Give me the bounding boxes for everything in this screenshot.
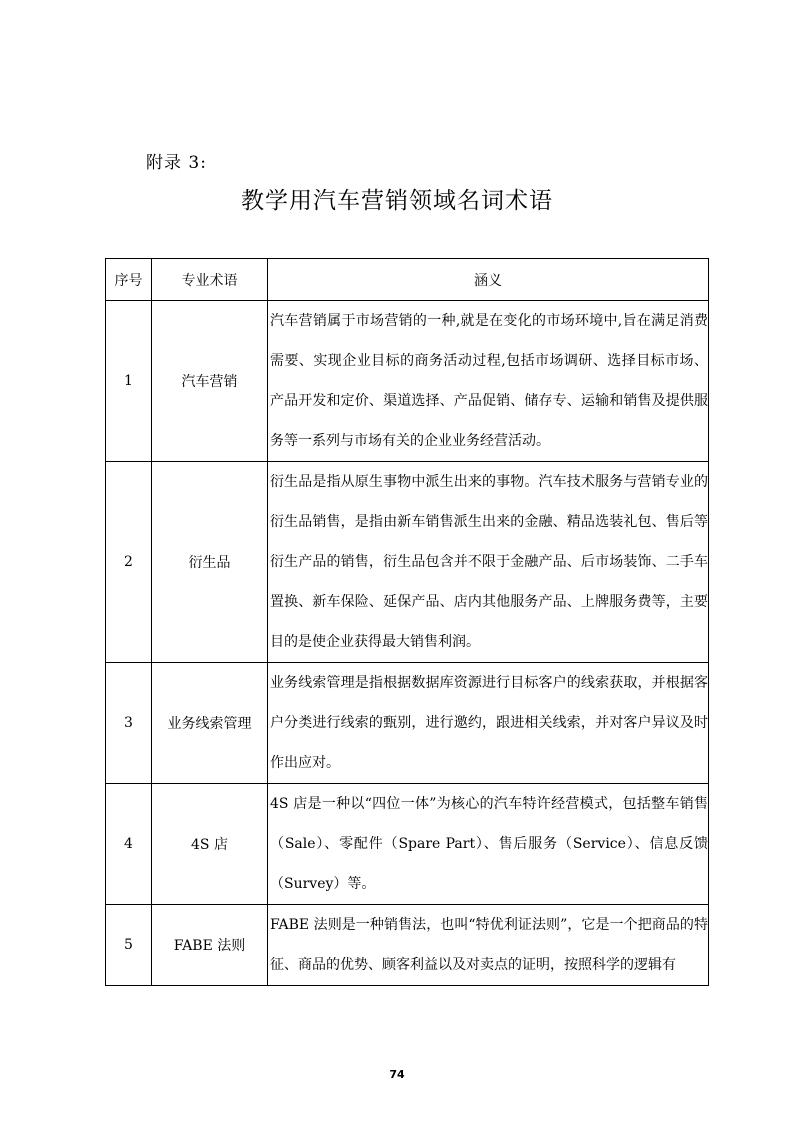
table-row: [106, 905, 709, 986]
row-term: 汽车营销: [152, 301, 268, 462]
row-term: 4S 店: [152, 784, 268, 905]
row-term: 业务线索管理: [152, 663, 268, 784]
row-number: 1: [106, 301, 152, 462]
table-row: [106, 301, 709, 462]
table-row: [106, 462, 709, 663]
row-number: 5: [106, 905, 152, 986]
row-definition: FABE 法则是一种销售法，也叫“特优利证法则”，它是一个把商品的特征、商品的优势、顾客利益以及对卖点的证明，按照科学的逻辑有: [268, 905, 709, 986]
table-row: [106, 784, 709, 905]
row-number: 4: [106, 784, 152, 905]
row-term: 衍生品: [152, 462, 268, 663]
row-definition: 衍生品是指从原生事物中派生出来的事物。汽车技术服务与营销专业的衍生品销售，是指由新车销售派生出来的金融、精品选装礼包、售后等衍生产品的销售，衍生品包含并不限于金融产品、后市场装饰、二手车置换、新车保险、延保产品、店内其他服务产品、上牌服务费等，主要目的是使企业获得最大销售利润。: [268, 462, 709, 663]
appendix-label: 附录 3:: [146, 153, 207, 173]
row-definition: 业务线索管理是指根据数据库资源进行目标客户的线索获取，并根据客户分类进行线索的甄别，进行邀约，跟进相关线索，并对客户异议及时作出应对。: [268, 663, 709, 784]
page-number: 74: [389, 1068, 405, 1081]
row-definition: 汽车营销属于市场营销的一种,就是在变化的市场环境中,旨在满足消费需要、实现企业目标的商务活动过程,包括市场调研、选择目标市场、产品开发和定价、渠道选择、产品促销、储存专、运输和销售及提供服务等一系列与市场有关的企业业务经营活动。: [268, 301, 709, 462]
row-definition: 4S 店是一种以“四位一体”为核心的汽车特许经营模式，包括整车销售（Sale）、零配件（Spare Part）、售后服务（Service）、信息反馈（Survey）等。: [268, 784, 709, 905]
row-term: FABE 法则: [152, 905, 268, 986]
row-number: 3: [106, 663, 152, 784]
document-title: 教学用汽车营销领域名词术语: [241, 188, 553, 214]
header-term: 专业术语: [152, 259, 268, 301]
table-header-row: [106, 259, 709, 301]
header-definition: 涵义: [268, 259, 709, 301]
terms-table: [105, 258, 709, 986]
table-row: [106, 663, 709, 784]
header-number: 序号: [106, 259, 152, 301]
row-number: 2: [106, 462, 152, 663]
